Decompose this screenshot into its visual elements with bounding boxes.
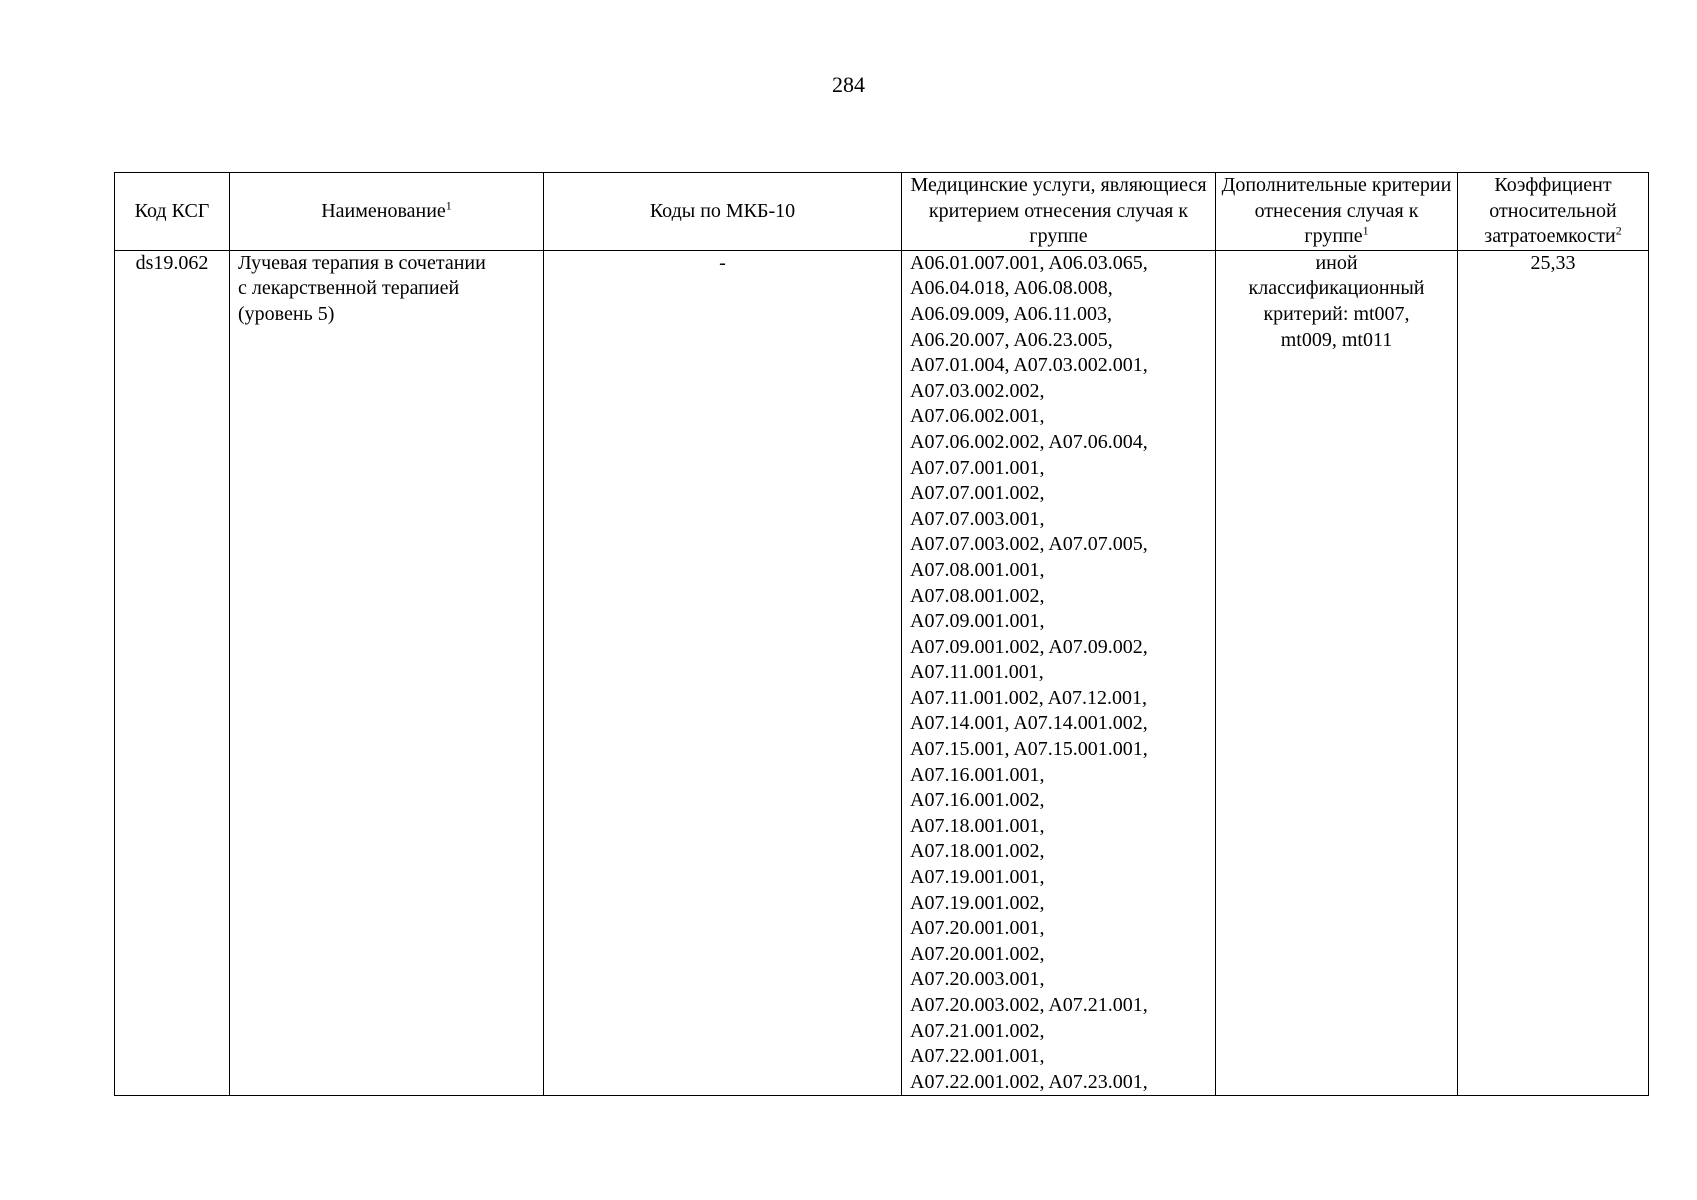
- service-code-line: A07.14.001, A07.14.001.002,: [910, 712, 1148, 735]
- service-code-line: A07.01.004, A07.03.002.001,: [910, 354, 1148, 377]
- service-code-line: A07.07.003.002, A07.07.005,: [910, 533, 1148, 556]
- cell-services: [902, 250, 1216, 1096]
- header-coefficient: Коэффициент относительной затратоемкости$^2$: [1458, 173, 1649, 251]
- cell-code: ds19.062: [115, 250, 230, 1096]
- services-lines: [910, 251, 1207, 1096]
- extra-criteria-line: иной: [1315, 251, 1358, 274]
- footnote-marker: 1: [1362, 223, 1369, 238]
- service-code-line: A07.07.001.001,: [910, 456, 1045, 479]
- extra-criteria-line: классификационный: [1248, 277, 1425, 300]
- service-code-line: A07.19.001.001,: [910, 866, 1045, 889]
- service-code-line: A06.20.007, A06.23.005,: [910, 328, 1113, 351]
- service-code-line: A07.11.001.001,: [910, 661, 1044, 684]
- cell-name: [230, 250, 544, 1096]
- footnote-marker: 2: [1615, 223, 1622, 238]
- service-code-line: A07.16.001.002,: [910, 789, 1045, 812]
- service-code-line: A07.07.001.002,: [910, 482, 1045, 505]
- service-code-line: A07.22.001.002, A07.23.001,: [910, 1070, 1148, 1093]
- footnote-marker: 1: [445, 197, 452, 212]
- name-line: с лекарственной терапией: [238, 277, 460, 300]
- service-code-line: A07.20.003.002, A07.21.001,: [910, 994, 1148, 1016]
- header-name: Наименование$^1$: [230, 173, 544, 251]
- ksg-table: [114, 172, 1649, 1096]
- service-code-line: A07.08.001.002,: [910, 584, 1045, 607]
- extra-criteria-line: mt009, mt011: [1280, 328, 1393, 351]
- page-number: 284: [832, 72, 865, 97]
- name-line: (уровень 5): [238, 302, 335, 325]
- service-code-line: A06.01.007.001, A06.03.065,: [910, 251, 1148, 274]
- service-code-line: A07.19.001.002,: [910, 891, 1045, 914]
- service-code-line: A06.04.018, A06.08.008,: [910, 277, 1113, 300]
- extra-criteria-line: критерий: mt007,: [1263, 302, 1410, 325]
- name-lines: [238, 251, 535, 328]
- name-line: Лучевая терапия в сочетании: [238, 251, 486, 274]
- service-code-line: A07.16.001.001,: [910, 763, 1045, 786]
- service-code-line: A07.09.001.001,: [910, 610, 1045, 633]
- header-mkb: Коды по МКБ-10: [544, 173, 902, 251]
- service-code-line: A06.09.009, A06.11.003,: [910, 302, 1113, 325]
- service-code-line: A07.18.001.001,: [910, 814, 1045, 837]
- table-header-row: [115, 173, 1649, 251]
- table-row: [115, 250, 1649, 1096]
- header-extra-criteria: Дополнительные критерии отнесения случая к группе$^1$: [1216, 173, 1458, 251]
- service-code-line: A07.21.001.002,: [910, 1019, 1045, 1042]
- service-code-line: A07.18.001.002,: [910, 840, 1045, 863]
- extra-lines: [1224, 251, 1449, 353]
- service-code-line: A07.07.003.001,: [910, 507, 1045, 530]
- cell-mkb: -: [544, 250, 902, 1096]
- service-code-line: A07.11.001.002, A07.12.001,: [910, 686, 1148, 709]
- service-code-line: A07.20.001.002,: [910, 942, 1045, 965]
- service-code-line: A07.06.002.001,: [910, 405, 1045, 428]
- cell-coefficient: 25,33: [1458, 250, 1649, 1096]
- service-code-line: A07.20.001.001,: [910, 917, 1045, 940]
- service-code-line: A07.08.001.001,: [910, 558, 1045, 581]
- header-services: Медицинские услуги, являющиеся критерием отнесения случая к группе: [902, 173, 1216, 251]
- header-code: Код КСГ: [115, 173, 230, 251]
- service-code-line: A07.15.001, A07.15.001.001,: [910, 738, 1148, 761]
- service-code-line: A07.06.002.002, A07.06.004,: [910, 430, 1148, 453]
- service-code-line: A07.09.001.002, A07.09.002,: [910, 635, 1148, 658]
- service-code-line: A07.03.002.002,: [910, 379, 1045, 402]
- service-code-line: A07.22.001.001,: [910, 1045, 1045, 1068]
- service-code-line: A07.20.003.001,: [910, 968, 1045, 991]
- cell-extra-criteria: [1216, 250, 1458, 1096]
